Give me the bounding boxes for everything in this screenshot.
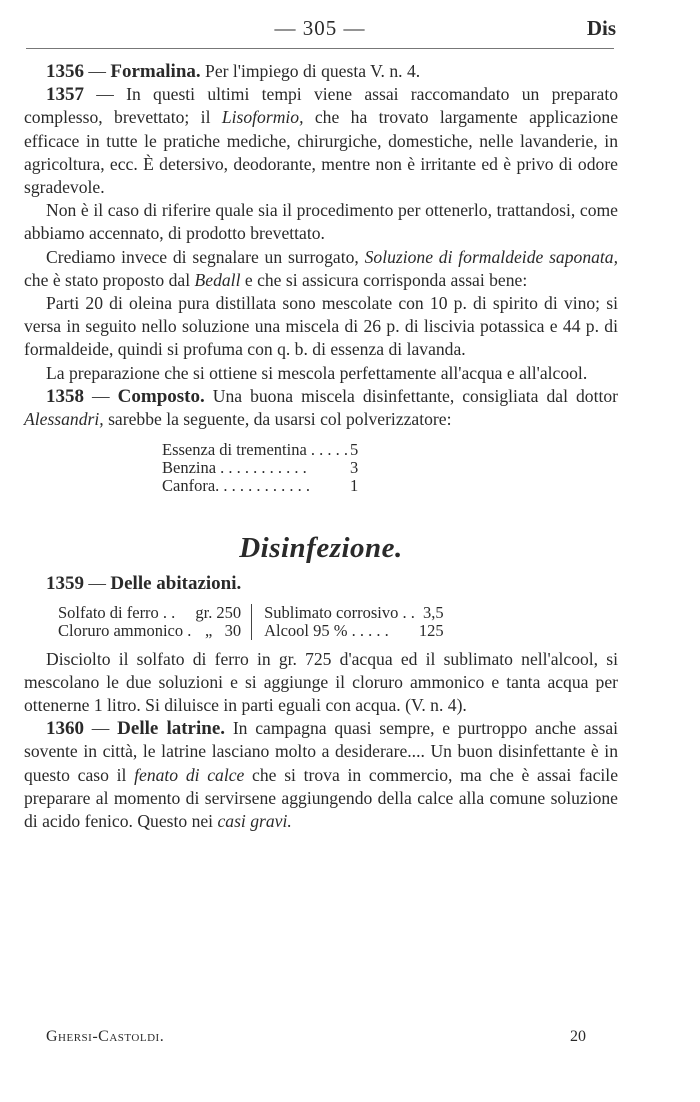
ingredient-qty: 3,5 [422, 602, 444, 622]
paragraph [24, 246, 618, 292]
entry-title: Formalina. [110, 61, 201, 82]
paragraph-text: e che si assicura corrisponda assai bene: [240, 269, 528, 290]
recipe-row [162, 441, 358, 459]
ingredient-qty: 1 [350, 476, 359, 496]
ingredient-qty: 5 [350, 440, 359, 460]
entry-title: Composto. [117, 385, 205, 407]
entry-number: 1358 [46, 385, 84, 407]
ingredients-right-column [252, 604, 444, 640]
ingredient-name: Canfora. . . . . . . . . . . . [162, 476, 311, 496]
section-title: Disinfezione. [239, 532, 403, 565]
paragraph: Parti 20 di oleina pura distillata sono mescolate con 10 p. di spirito di vino; si versa in seguito nello soluzione una miscela di 26 p. di liscivia potassica e 44 p. di formaldeide, quindi si profuma con q. b. di essenza di lavanda. [24, 293, 618, 360]
ingredient-name: Sublimato corrosivo . . [264, 602, 415, 622]
entry-dash: — [84, 718, 118, 739]
ingredient-name: Essenza di trementina . . . . . [162, 440, 349, 460]
ingredient-qty: 125 [418, 620, 444, 640]
page-header [0, 14, 700, 44]
entry-number: 1357 [46, 84, 84, 106]
entry-title: Delle latrine. [117, 718, 226, 740]
ingredient-name: Cloruro ammonico . [58, 620, 192, 640]
recipe-table [162, 441, 358, 495]
entry-title: Delle abitazioni. [110, 573, 242, 595]
paragraph-text: Crediamo invece di segnalare un surrogato, [46, 246, 365, 267]
italic-name: Alessandri, [24, 409, 104, 430]
ingredient-name: Alcool 95 % . . . . . [264, 620, 389, 640]
entry-dash: — [84, 573, 111, 594]
entry-dash: — [84, 385, 118, 406]
ingredient-qty: 30 [224, 620, 242, 640]
entry-dash: — [84, 61, 111, 81]
recipe-row [162, 477, 358, 495]
entry-1359 [46, 572, 618, 595]
header-rule [26, 48, 614, 49]
sheet-number: 20 [570, 1028, 586, 1045]
ingredient-unit: gr. [195, 602, 213, 622]
paragraph: Non è il caso di riferire quale sia il procedimento per ottenerlo, trattandosi, come abbiamo accennato, di prodotto brevettato. [24, 200, 618, 244]
entry-text: sarebbe la seguente, da usarsi col polverizzatore: [103, 409, 452, 430]
italic-term: fenato di calce [134, 764, 245, 785]
entry-1357 [24, 83, 618, 199]
ingredients-table [58, 604, 618, 640]
paragraph: La preparazione che si ottiene si mescola perfettamente all'acqua e all'alcool. [46, 362, 588, 383]
ingredient-unit: „ [205, 620, 213, 640]
entry-1358 [24, 385, 618, 431]
page-body [24, 60, 618, 833]
ingredient-qty: 250 [216, 602, 242, 622]
entry-text: — In questi ultimi tempi viene assai raccomandato un preparato complesso, brevettato; il [24, 84, 618, 128]
entry-1356 [24, 60, 618, 83]
ingredient-qty: 3 [350, 458, 359, 478]
entry-text: Una buona miscela disinfettante, consigliata dal dottor [204, 385, 619, 406]
italic-term: Lisoformio, [221, 107, 304, 128]
entry-number: 1356 [46, 61, 84, 82]
entry-number: 1360 [46, 718, 84, 740]
entry-text: che si trova in commercio, ma che è assai facile preparare al momento di servirsene aggiungendo della calce alla comune soluzione di acido fenico. Questo nei [24, 764, 619, 832]
entry-text: Per l'impiego di questa V. n. 4. [200, 61, 421, 81]
ingredient-name: Benzina . . . . . . . . . . . [162, 458, 307, 478]
entry-text: che ha trovato largamente applicazione efficace in tutte le pratiche mediche, chirurgiche, domestiche, nelle lavanderie, in agricoltura, ecc. È detersivo, deodorante, mentre non è irritante ed è privo di odore sgradevole. [24, 107, 619, 198]
entry-1360 [24, 717, 618, 833]
italic-term: casi gravi. [217, 811, 292, 832]
paragraph: Disciolto il solfato di ferro in gr. 725 d'acqua ed il sublimato nell'alcool, si mescolano le due soluzioni e si aggiunge il cloruro ammonico e tanta acqua per ottenerne 1 litro. Si diluisce in parti eguali con acqua. (V. n. 4). [24, 648, 618, 716]
page-footer [46, 1028, 596, 1046]
running-head: Dis [586, 16, 616, 40]
printer-signature: Ghersi-Castoldi. [46, 1028, 165, 1045]
ingredients-left-column [58, 604, 252, 640]
entry-number: 1359 [46, 573, 84, 595]
paragraph-text: che è stato proposto dal [24, 269, 195, 290]
italic-name: Bedall [194, 269, 241, 290]
ingredient-name: Solfato di ferro . . [58, 602, 176, 622]
page-number: — 305 — [274, 16, 366, 40]
entry-text: In campagna quasi sempre, e purtroppo anche assai sovente in città, le latrine lasciano molto a desiderare.... Un buon disinfettante è in questo caso il [24, 718, 619, 785]
recipe-row [162, 459, 358, 477]
italic-term: Soluzione di formaldeide saponata, [364, 246, 619, 267]
